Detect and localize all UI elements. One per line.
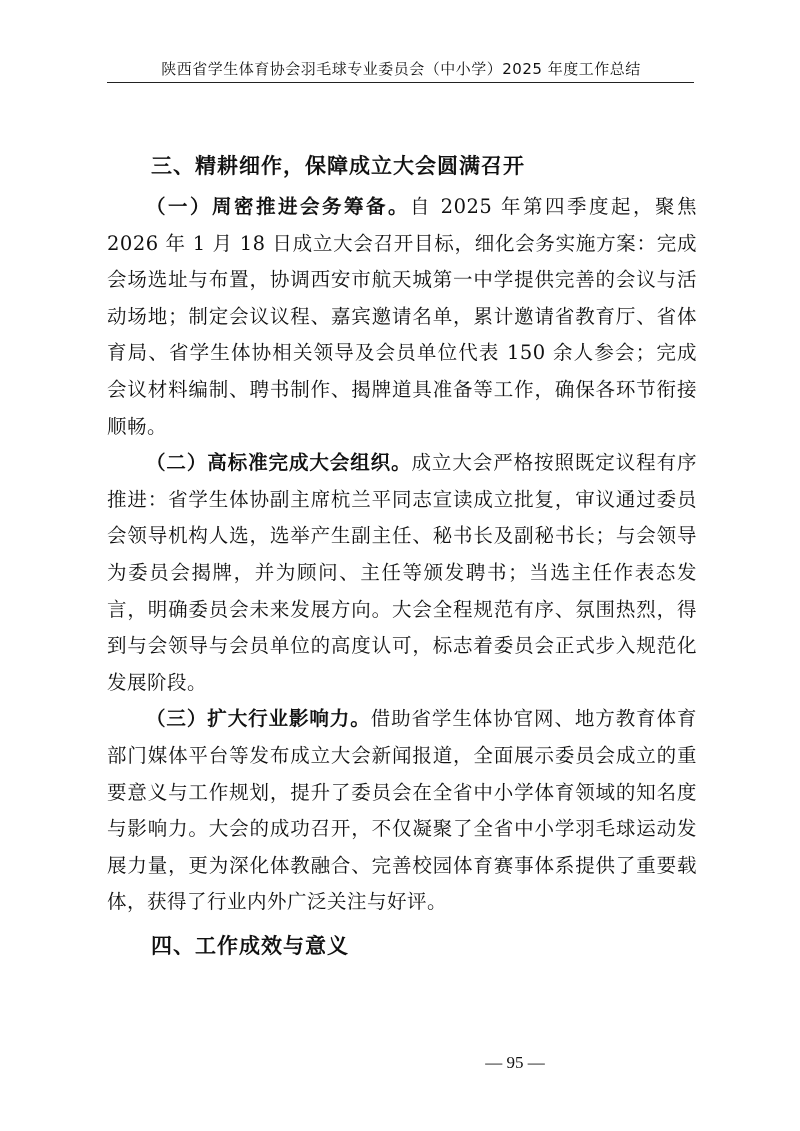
paragraph-3-lead: （三）扩大行业影响力。 [146,707,371,731]
paragraph-2-text: 成立大会严格按照既定议程有序推进：省学生体协副主席杭兰平同志宣读成立批复，审议通过委员会领导机构人选，选举产生副主任、秘书长及副秘书长；与会领导为委员会揭牌，并为顾问、主任等颁发聘书；当选主任作表态发言，明确委员会未来发展方向。大会全程规范有序、氛围热烈，得到与会领导与会员单位的高度认可，标志着委员会正式步入规范化发展阶段。 [107,451,697,694]
section-3-heading: 三、精耕细作，保障成立大会圆满召开 [151,154,525,178]
paragraph-3 [107,701,697,921]
paragraph-3-text: 借助省学生体协官网、地方教育体育部门媒体平台等发布成立大会新闻报道，全面展示委员会成立的重要意义与工作规划，提升了委员会在全省中小学体育领域的知名度与影响力。大会的成功召开，不仅凝聚了全省中小学羽毛球运动发展力量，更为深化体教融合、完善校园体育赛事体系提供了重要载体，获得了行业内外广泛关注与好评。 [107,707,697,914]
header-rule [107,82,694,83]
running-header: 陕西省学生体育协会羽毛球专业委员会（中小学）2025 年度工作总结 [161,60,641,78]
paragraph-1-lead: （一）周密推进会务筹备。 [146,195,410,218]
section-4-heading: 四、工作成效与意义 [151,933,349,958]
paragraph-2-lead: （二）高标准完成大会组织。 [146,451,412,475]
paragraph-1-text: 自 2025 年第四季度起，聚焦 2026 年 1 月 18 日成立大会召开目标，细化会务实施方案：完成会场选址与布置，协调西安市航天城第一中学提供完善的会议与活动场地；制定会议议程、嘉宾邀请名单，累计邀请省教育厅、省体育局、省学生体协相关领导及会员单位代表 150 余人参会；完成会议材料编制、聘书制作、揭牌道具准备等工作，确保各环节衔接顺畅。 [107,195,697,438]
paragraph-2 [107,445,697,701]
page-number: — 95 — [485,1053,545,1072]
paragraph-1 [107,189,697,445]
document-body [107,147,697,969]
